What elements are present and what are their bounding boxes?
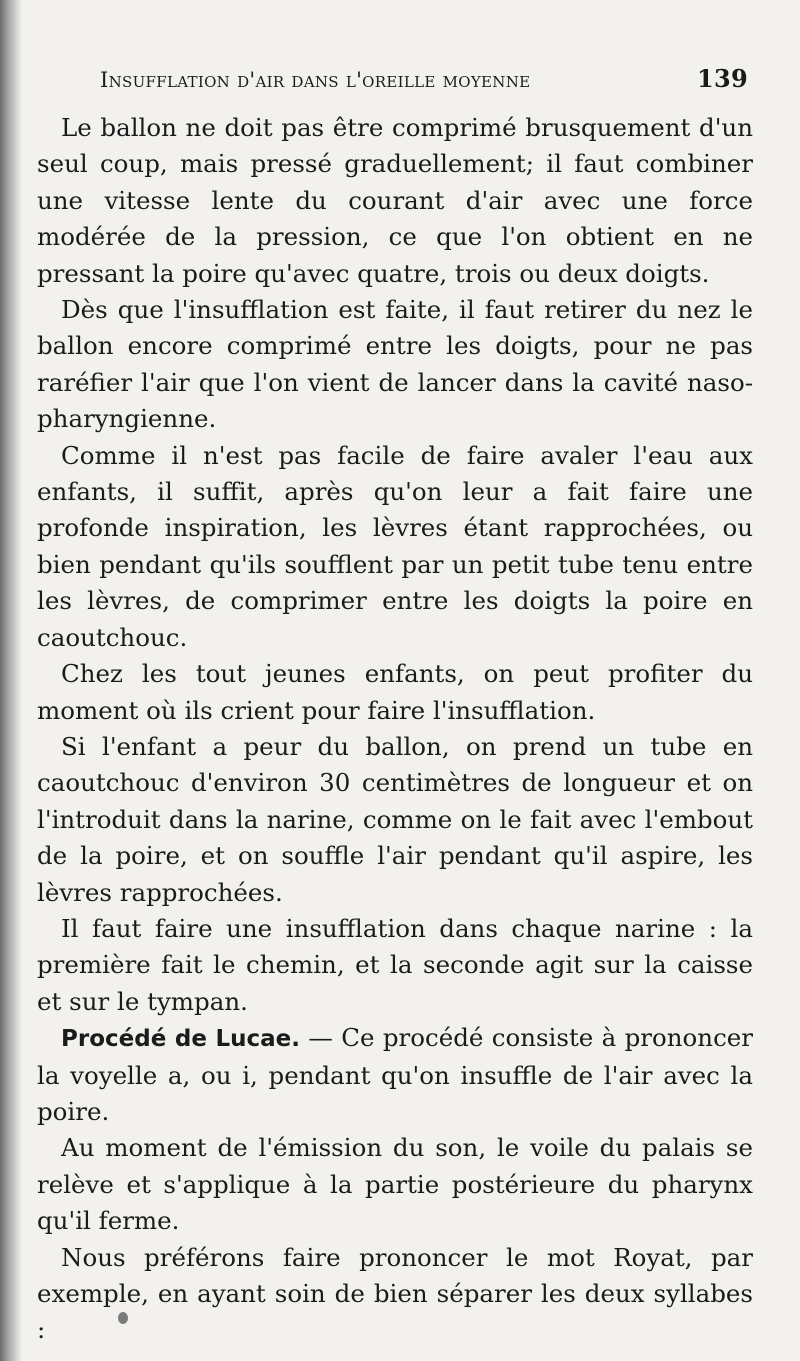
paragraph-1: Le ballon ne doit pas être comprimé brusquement d'un seul coup, mais pressé graduellement; il faut combiner une vitesse lente du courant d'air avec une force modérée de la pression, ce que l'on obtient en ne pressant la poire qu'avec quatre, trois ou deux doigts. <box>37 113 753 288</box>
ink-spot <box>118 1312 128 1324</box>
paragraph-6: Il faut faire une insufflation dans chaque narine : la première fait le chemin, et la seconde agit sur la caisse et sur le tympan. <box>37 913 753 1016</box>
running-header <box>100 64 748 98</box>
page-edge-shadow <box>0 0 22 1361</box>
paragraph-lucae <box>37 1020 753 1130</box>
paragraph-lucae-text: — Ce procédé consiste à prononcer la voyelle a, ou i, pendant qu'on insuffle de l'air avec la poire. <box>37 1023 753 1126</box>
paragraph-8: Au moment de l'émission du son, le voile du palais se relève et s'applique à la partie postérieure du pharynx qu'il ferme. <box>37 1133 753 1236</box>
running-title: Insufflation d'air dans l'oreille moyenne <box>100 68 531 92</box>
section-heading-lucae: Procédé de Lucae. <box>61 1026 301 1053</box>
paragraph-3: Comme il n'est pas facile de faire avaler l'eau aux enfants, il suffit, après qu'on leur a fait faire une profonde inspiration, les lèvres étant rapprochées, ou bien pendant qu'ils soufflent par un petit tube tenu entre les lèvres, de comprimer entre les doigts la poire en caoutchouc. <box>37 440 753 652</box>
paragraph-5: Si l'enfant a peur du ballon, on prend un tube en caoutchouc d'environ 30 centimètres de longueur et on l'introduit dans la narine, comme on le fait avec l'embout de la poire, et on souffle l'air pendant qu'il aspire, les lèvres rapprochées. <box>37 731 753 907</box>
paragraph-4: Chez les tout jeunes enfants, on peut profiter du moment où ils crient pour faire l'insufflation. <box>37 659 753 725</box>
paragraph-9: Nous préférons faire prononcer le mot Royat, par exemple, en ayant soin de bien séparer les deux syllabes : <box>37 1242 753 1345</box>
paragraph-2: Dès que l'insufflation est faite, il faut retirer du nez le ballon encore comprimé entre les doigts, pour ne pas raréfier l'air que l'on vient de lancer dans la cavité naso-pharyngienne. <box>37 295 753 434</box>
body-text <box>37 110 753 1349</box>
page-number: 139 <box>697 64 748 93</box>
